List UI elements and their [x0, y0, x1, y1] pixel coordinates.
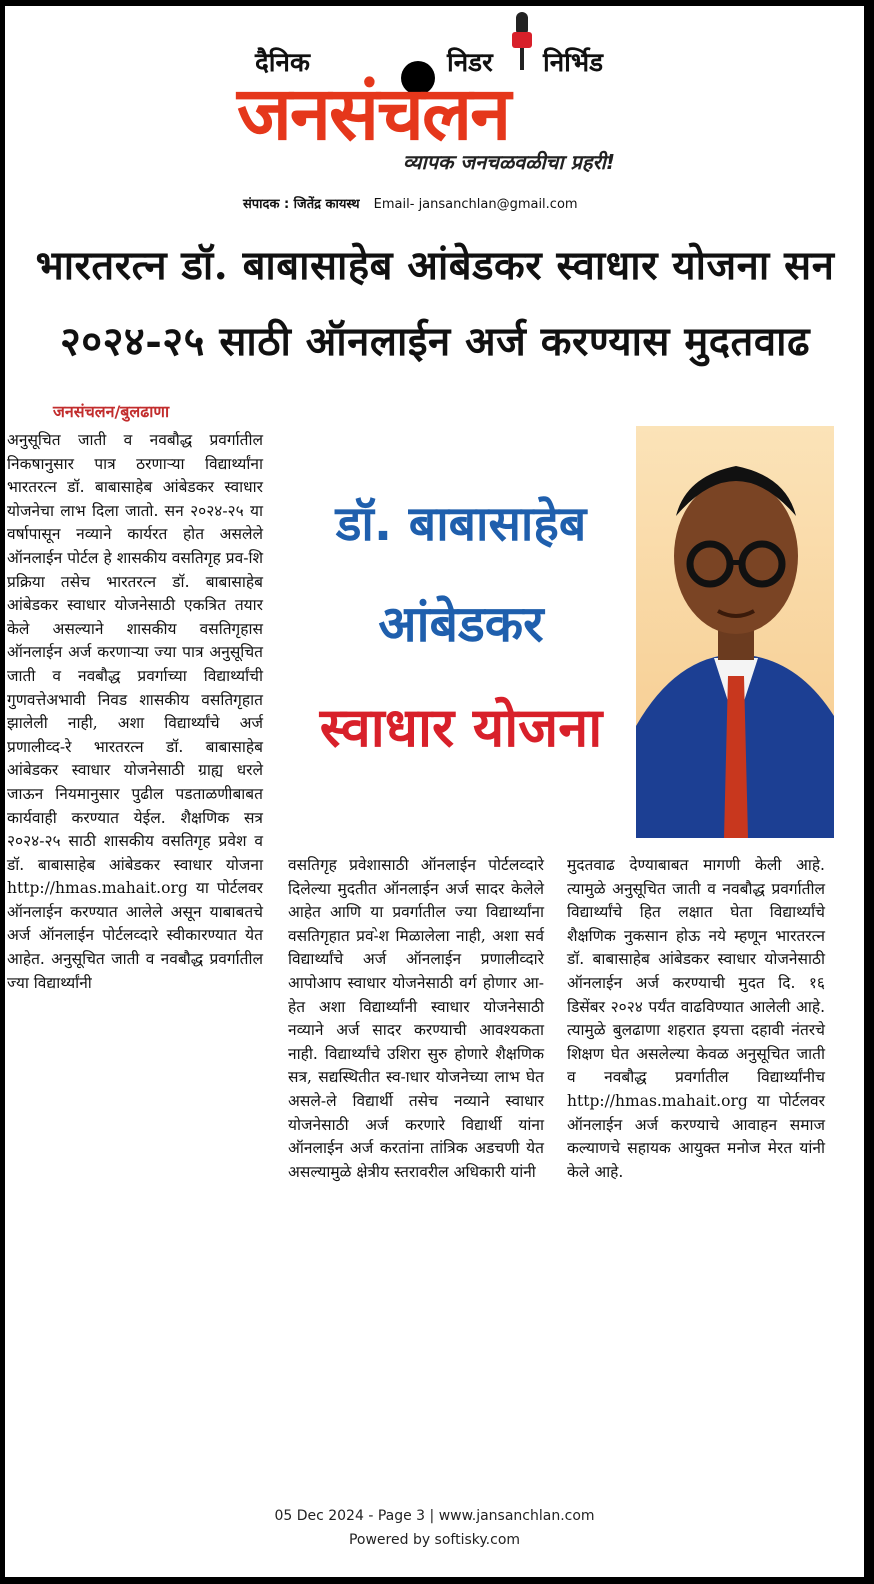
- article-column-1: अनुसूचित जाती व नवबौद्ध प्रवर्गातील निकषानुसार पात्र ठरणाऱ्या विद्यार्थ्यांना भारतरत्न डॉ. बाबासाहेब आंबेडकर स्वाधार योजनेचा लाभ दिला जातो. सन २०२४-२५ या वर्षापासून नव्याने कार्यरत होत असलेले ऑनलाईन पोर्टल हे शासकीय वसतिगृह प्रव-शि प्रक्रिया तसेच भारतरत्न डॉ. बाबासाहेब आंबेडकर स्वाधार योजनेसाठी एकत्रित तयार केले असल्याने शासकीय वसतिगृहास ऑनलाईन अर्ज करणाऱ्या ज्या पात्र अनुसूचित जाती व नवबौद्ध प्रवर्गाच्या विद्यार्थ्यांची गुणवत्तेअभावी निवड शासकीय वसतिगृहात झालेली नाही, अशा विद्यार्थ्यांचे अर्ज प्रणालीव्द-रे भारतरत्न डॉ. बाबासाहेब आंबेडकर स्वाधार योजनेसाठी ग्राह्य धरले जाऊन नियमानुसार पुढील पडताळणीबाबत कार्यवाही करण्यात येईल. शैक्षणिक सत्र २०२४-२५ साठी शासकीय वसतिगृह प्रवेश व डॉ. बाबासाहेब आंबेडकर स्वाधार योजना http://hmas.mahait.org या पोर्टलवर ऑनलाईन करण्यात आलेले असून याबाबतचे अर्ज ऑनलाईन पोर्टलव्दारे स्वीकारण्यात येत आहेत. अनुसूचित जाती व नवबौद्ध प्रवर्गातील ज्या विद्यार्थ्यांनी: [7, 431, 263, 992]
- masthead-nidar: निडर: [447, 48, 493, 78]
- newspaper-page: [5, 6, 864, 1577]
- portrait-illustration: [636, 426, 834, 838]
- footer-date-page: 05 Dec 2024 - Page 3 | www.jansanchlan.com: [274, 1508, 595, 1524]
- masthead-logo: जनसंचलन: [237, 71, 510, 157]
- microphone-icon: [510, 12, 534, 70]
- article-column-3: मुदतवाढ देण्याबाबत मागणी केली आहे. त्यामुळे अनुसूचित जाती व नवबौद्ध प्रवर्गातील विद्यार्थ्यांचे हित लक्षात घेता विद्यार्थ्यांचे शैक्षणिक नुकसान होऊ नये म्हणून भारतरत्न डॉ. बाबासाहेब आंबेडकर स्वाधार योजनेसाठी ऑनलाईन अर्ज करण्याची मुदत दि. १६ डिसेंबर २०२४ पर्यंत वाढविण्यात आलेली आहे. त्यामुळे बुलढाणा शहरात इयत्ता दहावी नंतरचे शिक्षण घेत असलेल्या केवळ अनुसूचित जाती व नवबौद्ध प्रवर्गातील विद्यार्थ्यांनीच http://hmas.mahait.org या पोर्टलवर ऑनलाईन अर्ज करण्याचे आवाहन समाज कल्याणचे सहायक आयुक्त मनोज मेरत यांनी केले आहे.: [567, 856, 825, 1181]
- headline-line-1: भारतरत्न डॉ. बाबासाहेब आंबेडकर स्वाधार योजना सन: [35, 242, 835, 289]
- feature-image-line-3: स्वाधार योजना: [319, 696, 603, 759]
- feature-image: [281, 426, 834, 838]
- masthead-dainik: दैनिक: [255, 48, 310, 78]
- masthead-nirbhid: निर्भिड: [543, 48, 604, 78]
- editor-label: संपादक : जितेंद्र कायस्थ: [243, 197, 360, 212]
- masthead-tagline: व्यापक जनचळवळीचा प्रहरी!: [403, 150, 615, 174]
- editor-email: Email- jansanchlan@gmail.com: [373, 197, 578, 212]
- masthead-editor-line: [243, 194, 578, 212]
- headline: [15, 228, 855, 380]
- dateline: जनसंचलन/बुलढाणा: [53, 402, 170, 421]
- article-column-2: वसतिगृह प्रवेशासाठी ऑनलाईन पोर्टलव्दारे दिलेल्या मुदतीत ऑनलाईन अर्ज सादर केलेले आहेत आणि या प्रवर्गातील ज्या विद्यार्थ्यांना वसतिगृहात प्रव-ेश मिळालेला नाही, अशा सर्व विद्यार्थ्यांचे अर्ज ऑनलाईन प्रणालीव्दारे आपोआप स्वाधार योजनेसाठी वर्ग होणार आ-हेत अशा विद्यार्थ्यांनी स्वाधार योजनेसाठी नव्याने अर्ज सादर करण्याची आवश्यकता नाही. विद्यार्थ्यांचे उशिरा सुरु होणारे शैक्षणिक सत्र, सद्यस्थितीत स्व-ाधार योजनेच्या लाभ घेत असले-ले विद्यार्थी तसेच नव्याने स्वाधार योजनेसाठी अर्ज करणारे विद्यार्थी यांना ऑनलाईन अर्ज करतांना तांत्रिक अडचणी येत असल्यामुळे क्षेत्रीय स्तरावरील अधिकारी यांनी: [288, 856, 544, 1181]
- footer-powered-by: Powered by softisky.com: [348, 1532, 521, 1548]
- feature-image-line-2: आंबेडकर: [378, 595, 544, 653]
- masthead: [5, 6, 864, 221]
- feature-image-line-1: डॉ. बाबासाहेब: [335, 496, 587, 552]
- headline-line-2: २०२४-२५ साठी ऑनलाईन अर्ज करण्यास मुदतवाढ: [60, 318, 810, 365]
